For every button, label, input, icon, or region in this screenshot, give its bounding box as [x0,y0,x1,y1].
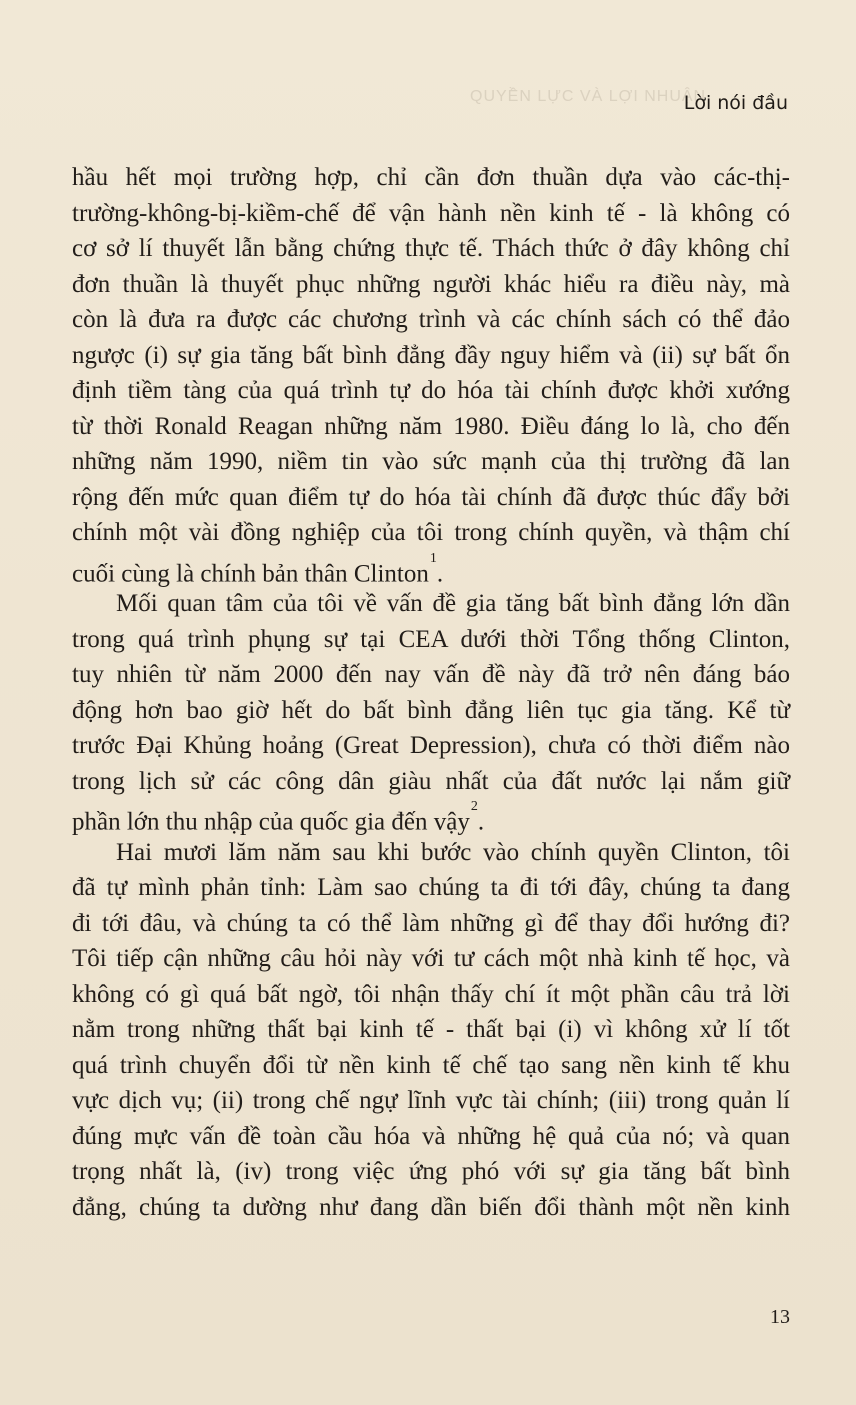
text-line: Hai mươi lăm năm sau khi bước vào chính quyền Clinton, tôi [116,838,790,866]
text-fragment: cuối cùng là chính bản thân Clinton [72,559,429,587]
bleed-through-text: QUYỀN LỰC VÀ LỢI NHUẬN [470,88,707,105]
text-line: trong quá trình phụng sự tại CEA dưới thời Tổng thống Clinton, [72,625,790,653]
text-line: hầu hết mọi trường hợp, chỉ cần đơn thuần dựa vào các-thị- [72,164,790,191]
text-line: vực dịch vụ; (ii) trong chế ngự lĩnh vực tài chính; (iii) trong quản lí [72,1087,790,1114]
text-line: những năm 1990, niềm tin vào sức mạnh của thị trường đã lan [72,448,790,475]
body-text [72,160,790,1225]
text-line: chính một vài đồng nghiệp của tôi trong chính quyền, và thậm chí [72,519,790,546]
text-line: quá trình chuyển đổi từ nền kinh tế chế tạo sang nền kinh tế khu [72,1051,790,1079]
text-line: còn là đưa ra được các chương trình và các chính sách có thể đảo [72,306,790,333]
text-line: trường-không-bị-kiềm-chế để vận hành nền kinh tế - là không có [72,199,790,227]
running-header: Lời nói đầu [683,92,788,114]
text-line: trước Đại Khủng hoảng (Great Depression), chưa có thời điểm nào [72,732,790,759]
text-line: trọng nhất là, (iv) trong việc ứng phó với sự gia tăng bất bình [72,1158,790,1185]
paragraph-1 [72,160,790,586]
text-line: định tiềm tàng của quá trình tự do hóa tài chính được khởi xướng [72,377,790,404]
text-line: Mối quan tâm của tôi về vấn đề gia tăng bất bình đẳng lớn dần [116,590,790,617]
text-line: nằm trong những thất bại kinh tế - thất bại (i) vì không xử lí tốt [72,1016,790,1043]
footnote-marker[interactable]: 1 [429,550,437,566]
text-line: động hơn bao giờ hết do bất bình đẳng liên tục gia tăng. Kể từ [72,696,790,724]
text-line: từ thời Ronald Reagan những năm 1980. Điều đáng lo là, cho đến [72,412,790,440]
text-line: tuy nhiên từ năm 2000 đến nay vấn đề này đã trở nên đáng báo [72,661,790,688]
text-line: phần lớn thu nhập của quốc gia đến vậy$^2$. [72,799,485,836]
text-line: Tôi tiếp cận những câu hỏi này với tư cách một nhà kinh tế học, và [72,945,790,972]
text-line: đi tới đâu, và chúng ta có thể làm những gì để thay đổi hướng đi? [72,909,790,937]
footnote-marker[interactable]: 2 [470,799,478,814]
text-line: đúng mực vấn đề toàn cầu hóa và những hệ quả của nó; và quan [72,1122,790,1150]
text-line: trong lịch sử các công dân giàu nhất của đất nước lại nắm giữ [72,767,790,795]
text-line: đã tự mình phản tỉnh: Làm sao chúng ta đi tới đây, chúng ta đang [72,874,790,901]
text-fragment: phần lớn thu nhập của quốc gia đến vậy [72,808,470,836]
text-line: rộng đến mức quan điểm tự do hóa tài chính đã được thúc đẩy bởi [72,483,790,511]
text-line: đơn thuần là thuyết phục những người khác hiểu ra điều này, mà [72,270,790,298]
page-number: 13 [770,1306,790,1328]
text-line: không có gì quá bất ngờ, tôi nhận thấy chí ít một phần câu trả lời [72,980,790,1008]
paragraph-2 [72,586,790,835]
text-line: ngược (i) sự gia tăng bất bình đẳng đầy nguy hiểm và (ii) sự bất ổn [72,341,790,369]
text-line: cuối cùng là chính bản thân Clinton$^1$. [72,550,444,587]
text-line: cơ sở lí thuyết lẫn bằng chứng thực tế. Thách thức ở đây không chỉ [72,235,790,262]
text-line: đẳng, chúng ta dường như đang dần biến đổi thành một nền kinh [72,1193,790,1221]
paragraph-3 [72,835,790,1226]
